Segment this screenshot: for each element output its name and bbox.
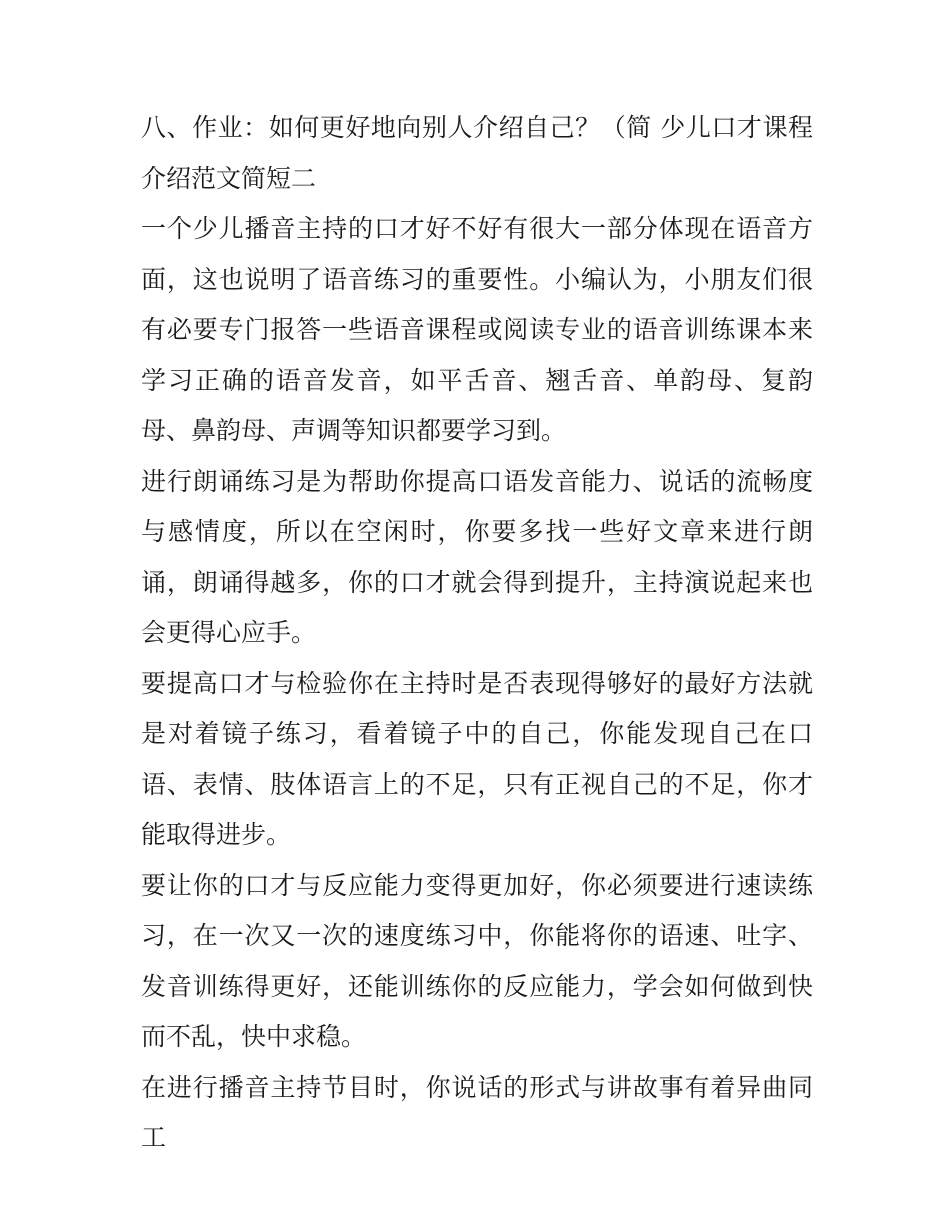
document-body <box>141 103 813 1164</box>
paragraph-mirror-practice: 要提高口才与检验你在主持时是否表现得够好的最好方法就是对着镜子练习，看着镜子中的自己，你能发现自己在口语、表情、肢体语言上的不足，只有正视自己的不足，你才能取得进步。 <box>141 668 813 849</box>
paragraph-recitation-practice: 进行朗诵练习是为帮助你提高口语发音能力、说话的流畅度与感情度，所以在空闲时，你要多找一些好文章来进行朗诵，朗诵得越多，你的口才就会得到提升，主持演说起来也会更得心应手。 <box>141 466 813 647</box>
paragraph-speed-reading-practice: 要让你的口才与反应能力变得更加好，你必须要进行速读练习，在一次又一次的速度练习中，你能将你的语速、吐字、发音训练得更好，还能训练你的反应能力，学会如何做到快而不乱，快中求稳。 <box>141 870 813 1051</box>
paragraph-hosting-program: 在进行播音主持节目时，你说话的形式与讲故事有着异曲同工 <box>141 1072 813 1152</box>
paragraph-pronunciation-practice: 一个少儿播音主持的口才好不好有很大一部分体现在语音方面，这也说明了语音练习的重要性。小编认为，小朋友们很有必要专门报答一些语音课程或阅读专业的语音训练课本来学习正确的语音发音，如平舌音、翘舌音、单韵母、复韵母、鼻韵母、声调等知识都要学习到。 <box>141 214 813 445</box>
paragraph-homework-heading: 八、作业：如何更好地向别人介绍自己？（简 少儿口才课程介绍范文简短二 <box>141 113 813 193</box>
